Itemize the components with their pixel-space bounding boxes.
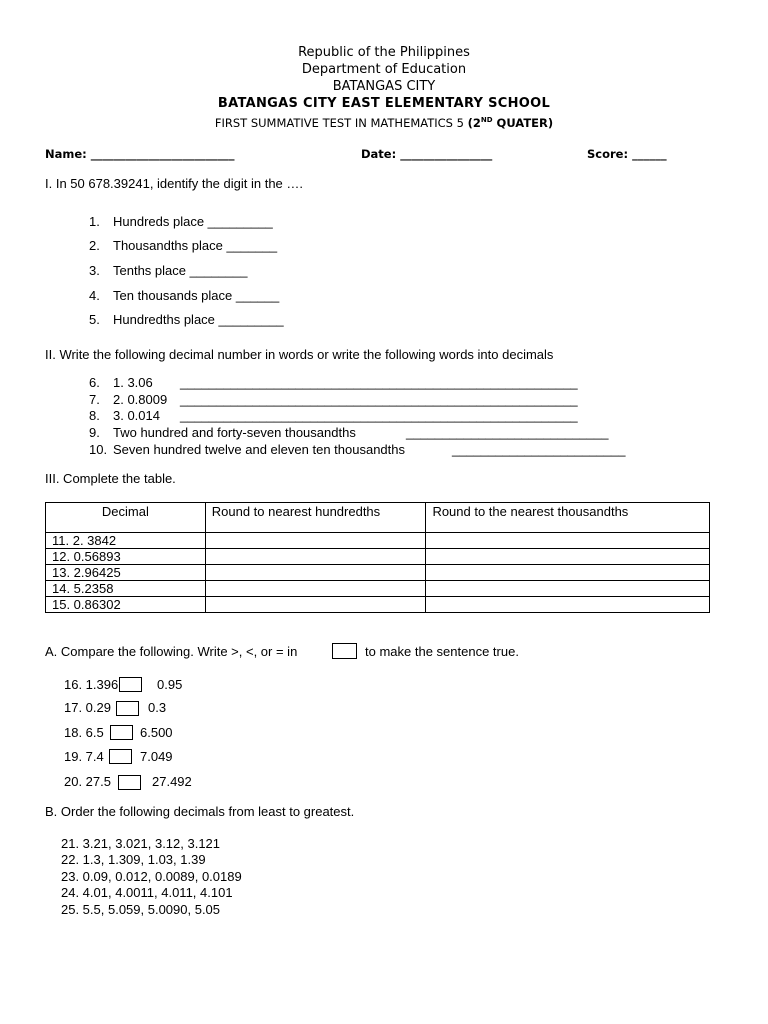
table-row — [46, 549, 710, 565]
compare-right: 0.95 — [157, 677, 183, 692]
list-item: 21. 3.21, 3.021, 3.12, 3.121 — [61, 836, 221, 851]
answer-cell[interactable] — [205, 581, 426, 597]
item-text: 3. 0.014 — [113, 408, 160, 423]
school-name: BATANGAS CITY EAST ELEMENTARY SCHOOL — [217, 96, 551, 111]
compare-right: 7.049 — [140, 749, 173, 764]
list-item: 24. 4.01, 4.0011, 4.011, 4.101 — [61, 885, 233, 900]
answer-cell[interactable] — [205, 549, 426, 565]
list-item — [89, 288, 280, 303]
partA-instruction-before: A. Compare the following. Write >, <, or = in — [45, 644, 298, 659]
table-row — [46, 533, 710, 549]
table-cell: 13. 2.96425 — [46, 565, 206, 581]
answer-box[interactable] — [116, 701, 139, 716]
answer-blank: ________________________ — [452, 442, 626, 457]
list-item — [89, 375, 153, 390]
table-row — [46, 597, 710, 613]
item-number: 7. — [89, 392, 100, 407]
table-cell: 12. 0.56893 — [46, 549, 206, 565]
header-department: Department of Education — [301, 62, 467, 77]
rounding-table — [45, 502, 710, 613]
item-text: Ten thousands place ______ — [113, 288, 280, 303]
table-header-row — [46, 503, 710, 533]
partB-instruction: B. Order the following decimals from least to greatest. — [45, 804, 355, 819]
test-title-quarter-close: QUATER) — [492, 116, 554, 130]
part3-instruction: III. Complete the table. — [45, 471, 176, 486]
answer-cell[interactable] — [205, 597, 426, 613]
table-cell: 15. 0.86302 — [46, 597, 206, 613]
list-item — [89, 312, 284, 327]
header-republic: Republic of the Philippines — [298, 45, 470, 60]
table-row — [46, 581, 710, 597]
item-text: 1. 3.06 — [113, 375, 153, 390]
item-number: 1. — [89, 214, 100, 229]
item-number: 6. — [89, 375, 100, 390]
item-number: 5. — [89, 312, 100, 327]
answer-cell[interactable] — [426, 581, 710, 597]
table-row — [46, 565, 710, 581]
list-item: 25. 5.5, 5.059, 5.0090, 5.05 — [61, 902, 221, 917]
column-header-hundredths: Round to nearest hundredths — [205, 503, 426, 533]
compare-left: 17. 0.29 — [64, 700, 111, 715]
compare-right: 6.500 — [140, 725, 173, 740]
answer-cell[interactable] — [205, 533, 426, 549]
list-item — [89, 425, 356, 440]
compare-left: 18. 6.5 — [64, 725, 104, 740]
item-text: Hundredths place _________ — [113, 312, 284, 327]
item-text: Tenths place ________ — [113, 263, 248, 278]
list-item — [89, 214, 273, 229]
date-field: Date: ________________ — [361, 147, 493, 161]
list-item: 23. 0.09, 0.012, 0.0089, 0.0189 — [61, 869, 242, 884]
header-city: BATANGAS CITY — [332, 79, 436, 94]
item-number: 10. — [89, 442, 108, 457]
compare-left: 16. 1.396 — [64, 677, 119, 692]
part1-instruction: I. In 50 678.39241, identify the digit in the …. — [45, 176, 304, 191]
list-item — [89, 408, 160, 423]
list-item — [89, 392, 168, 407]
list-item — [89, 238, 278, 253]
item-number: 2. — [89, 238, 100, 253]
list-item: 22. 1.3, 1.309, 1.03, 1.39 — [61, 852, 206, 867]
answer-box[interactable] — [118, 775, 141, 790]
table-cell: 11. 2. 3842 — [46, 533, 206, 549]
answer-blank: _______________________________________________________ — [180, 392, 578, 407]
answer-box[interactable] — [110, 725, 133, 740]
name-field: Name: _________________________ — [45, 147, 235, 161]
compare-right: 0.3 — [148, 700, 167, 715]
list-item — [89, 442, 405, 457]
item-text: Two hundred and forty-seven thousandths — [113, 425, 356, 440]
answer-box[interactable] — [109, 749, 132, 764]
score-field: Score: ______ — [587, 147, 667, 161]
compare-left: 19. 7.4 — [64, 749, 104, 764]
partA-instruction-after: to make the sentence true. — [365, 644, 519, 659]
list-item — [89, 263, 248, 278]
part2-instruction: II. Write the following decimal number in words or write the following words into decimals — [45, 347, 554, 362]
compare-right: 27.492 — [152, 774, 192, 789]
item-text: 2. 0.8009 — [113, 392, 168, 407]
answer-cell[interactable] — [426, 565, 710, 581]
answer-blank: _______________________________________________________ — [180, 408, 578, 423]
answer-box[interactable] — [119, 677, 142, 692]
item-number: 8. — [89, 408, 100, 423]
answer-cell[interactable] — [426, 549, 710, 565]
answer-blank: ____________________________ — [406, 425, 609, 440]
answer-cell[interactable] — [205, 565, 426, 581]
test-title-sup: ND — [480, 116, 493, 125]
item-text: Seven hundred twelve and eleven ten thousandths — [113, 442, 405, 457]
test-title-prefix: FIRST SUMMATIVE TEST IN MATHEMATICS 5 — [214, 116, 468, 130]
example-answer-box — [332, 643, 357, 659]
item-text: Hundreds place _________ — [113, 214, 273, 229]
item-number: 4. — [89, 288, 100, 303]
test-title-quarter-open: (2 — [467, 116, 481, 130]
test-title — [0, 116, 768, 130]
answer-cell[interactable] — [426, 533, 710, 549]
column-header-decimal: Decimal — [46, 503, 206, 533]
table-cell: 14. 5.2358 — [46, 581, 206, 597]
answer-blank: _______________________________________________________ — [180, 375, 578, 390]
compare-left: 20. 27.5 — [64, 774, 111, 789]
item-number: 9. — [89, 425, 100, 440]
item-number: 3. — [89, 263, 100, 278]
column-header-thousandths: Round to the nearest thousandths — [426, 503, 710, 533]
answer-cell[interactable] — [426, 597, 710, 613]
item-text: Thousandths place _______ — [113, 238, 278, 253]
